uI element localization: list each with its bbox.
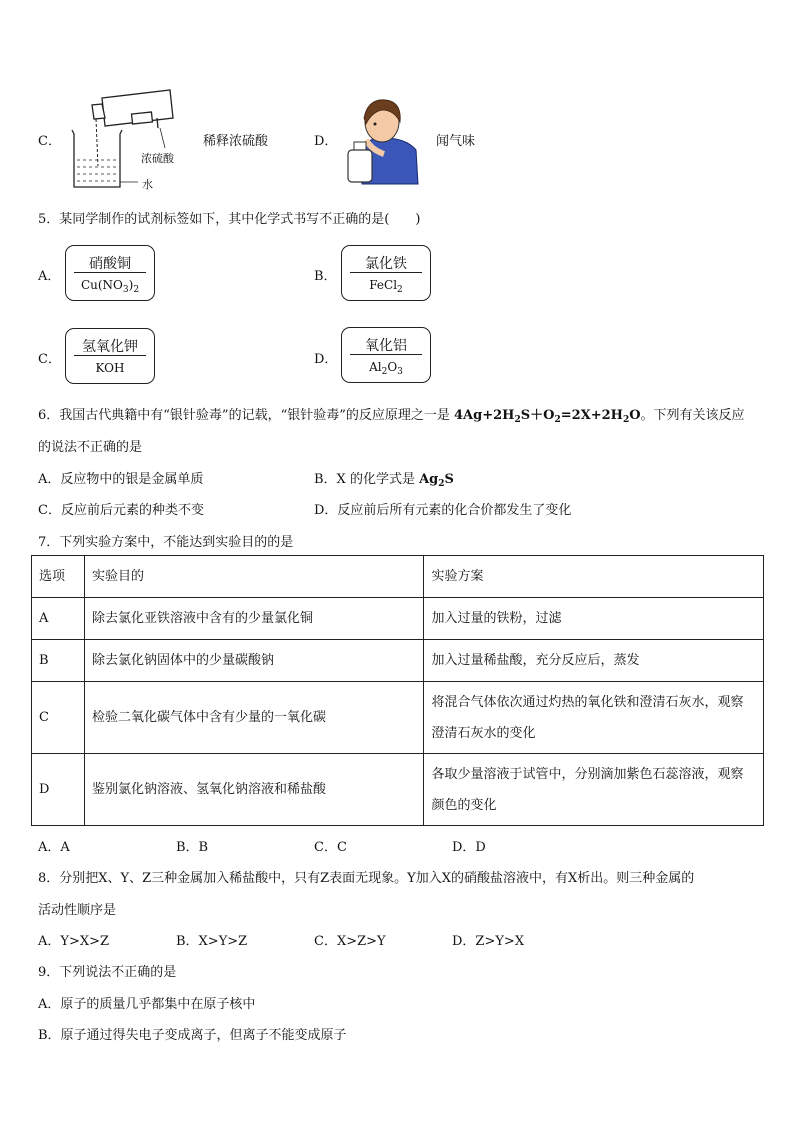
q7-answer-a: A．A [38, 840, 70, 855]
q8-option-b: B．X>Y>Z [176, 934, 248, 949]
table-row [32, 682, 764, 754]
q5-stem: 5．某同学制作的试剂标签如下，其中化学式书写不正确的是( ) [38, 212, 421, 227]
q4-option-d-letter: D． [314, 134, 338, 149]
q6-stem-line2: 的说法不正确的是 [38, 440, 143, 455]
q8-stem-line1: 8．分别把X、Y、Z三种金属加入稀盐酸中，只有Z表面无现象。Y加入X的硝酸盐溶液中，有X析出。则三种金属的 [38, 871, 695, 886]
q7-answer-d: D．D [452, 840, 486, 855]
dilute-sulfuric-acid-figure [62, 88, 184, 192]
reagent-label-b [341, 245, 431, 301]
q8-option-a: A．Y>X>Z [38, 934, 110, 949]
q4-option-d-text: 闻气味 [436, 134, 476, 149]
table-header-cell: 选项 [32, 556, 85, 598]
table-row [32, 598, 764, 640]
table-cell: 检验二氧化碳气体中含有少量的一氧化碳 [84, 682, 424, 754]
reagent-label-a [65, 245, 155, 301]
q6-option-c: C．反应前后元素的种类不变 [38, 503, 204, 518]
q6-stem-line1: 6．我国古代典籍中有“银针验毒”的记载，“银针验毒”的反应原理之一是 $4Ag+2H_2S+O_2=2X+2H_2O$。下列有关该反应 [38, 408, 745, 425]
experiment-table [31, 555, 764, 826]
q5-option-c-letter: C． [38, 352, 61, 367]
table-header-row [32, 556, 764, 598]
q9-stem: 9．下列说法不正确的是 [38, 965, 177, 980]
table-row [32, 640, 764, 682]
table-row [32, 754, 764, 826]
q9-option-a: A．原子的质量几乎都集中在原子核中 [38, 997, 256, 1012]
q4-option-c-letter: C． [38, 134, 61, 149]
q6-option-d: D．反应前后所有元素的化合价都发生了变化 [314, 503, 572, 518]
figure-label-acid: 浓硫酸 [141, 152, 174, 165]
reagent-name: 氢氧化钾 [82, 339, 138, 355]
reagent-formula: $Al_2O_3$ [369, 360, 403, 377]
reagent-formula: $Cu(NO_3)_2$ [80, 278, 140, 295]
table-header-cell: 实验方案 [424, 556, 764, 598]
q4-option-c-text: 稀释浓硫酸 [203, 134, 269, 149]
reagent-name: 氯化铁 [365, 256, 407, 272]
q5-option-b-letter: B． [314, 269, 337, 284]
reagent-formula: FeCl$_2$ [369, 278, 403, 295]
table-cell: A [32, 598, 85, 640]
table-header-cell: 实验目的 [84, 556, 424, 598]
q7-answer-c: C．C [314, 840, 347, 855]
figure-label-water: 水 [142, 178, 153, 191]
q6-option-b: B．X 的化学式是 $Ag_2S$ [314, 472, 454, 489]
smell-gas-figure [344, 94, 422, 186]
table-cell: 除去氯化钠固体中的少量碳酸钠 [84, 640, 424, 682]
q7-stem: 7．下列实验方案中，不能达到实验目的的是 [38, 535, 294, 550]
table-cell: D [32, 754, 85, 826]
table-cell: 加入过量的铁粉，过滤 [424, 598, 764, 640]
q8-stem-line2: 活动性顺序是 [38, 903, 117, 918]
reagent-label-c [65, 328, 155, 384]
reagent-name: 硝酸铜 [89, 256, 131, 272]
q8-option-d: D．Z>Y>X [452, 934, 525, 949]
reagent-formula: KOH [95, 361, 125, 375]
q5-option-a-letter: A． [38, 269, 61, 284]
q7-answer-b: B．B [176, 840, 209, 855]
table-cell: 加入过量稀盐酸，充分反应后，蒸发 [424, 640, 764, 682]
table-cell: 将混合气体依次通过灼热的氧化铁和澄清石灰水，观察澄清石灰水的变化 [424, 682, 764, 754]
q6-option-a: A．反应物中的银是金属单质 [38, 472, 204, 487]
table-cell: C [32, 682, 85, 754]
q5-option-d-letter: D． [314, 352, 338, 367]
reagent-label-d [341, 327, 431, 383]
table-cell: 除去氯化亚铁溶液中含有的少量氯化铜 [84, 598, 424, 640]
reagent-name: 氧化铝 [365, 338, 407, 354]
q9-option-b: B．原子通过得失电子变成离子，但离子不能变成原子 [38, 1028, 347, 1043]
table-cell: B [32, 640, 85, 682]
table-cell: 各取少量溶液于试管中，分别滴加紫色石蕊溶液，观察颜色的变化 [424, 754, 764, 826]
table-cell: 鉴别氯化钠溶液、氢氧化钠溶液和稀盐酸 [84, 754, 424, 826]
q8-option-c: C．X>Z>Y [314, 934, 386, 949]
